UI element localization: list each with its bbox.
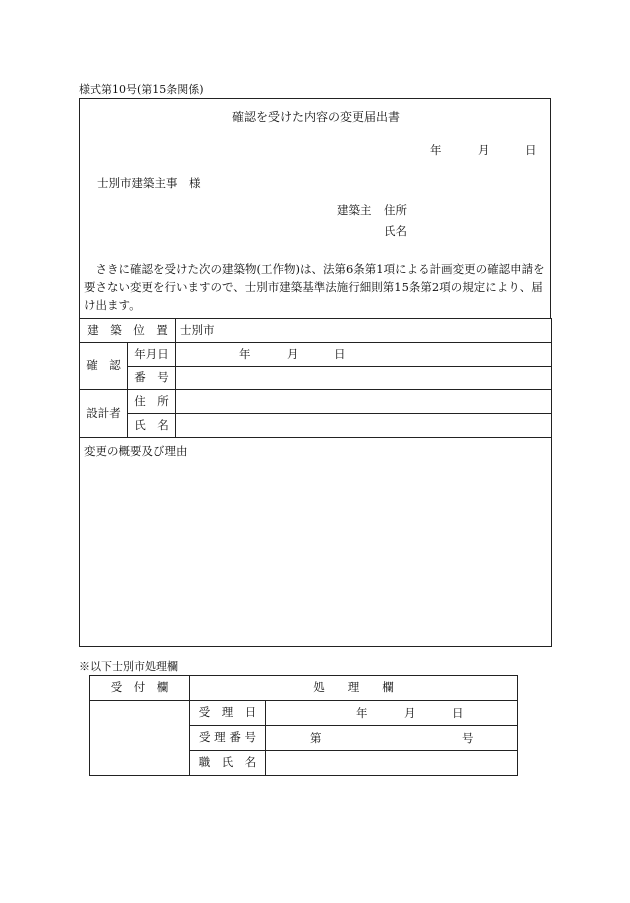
change-reason-label: 変更の概要及び理由 (84, 444, 188, 458)
processing-label: 処 理 欄 (190, 676, 518, 701)
designer-label: 設計者 (80, 390, 128, 438)
reception-stamp-area[interactable] (90, 701, 190, 776)
body-text: さきに確認を受けた次の建築物(工作物)は、法第6条第1項による計画変更の確認申請を要さない変更を行いますので、士別市建築基準法施行細則第15条第2項の規定により、届け出ます。 (84, 262, 545, 312)
confirmation-date-field[interactable] (176, 343, 552, 367)
process-date-year: 年 (356, 706, 368, 720)
confirmation-date-year: 年 (239, 347, 251, 361)
details-table (79, 318, 552, 647)
confirmation-number-label: 番 号 (128, 367, 176, 390)
reception-label: 受 付 欄 (90, 676, 190, 701)
process-date-day: 日 (452, 706, 464, 720)
receipt-number-field[interactable] (266, 726, 518, 751)
office-use-heading: ※以下士別市処理欄 (79, 660, 178, 673)
receipt-number-label: 受 理 番 号 (190, 726, 266, 751)
addressee: 士別市建築主事 様 (97, 176, 201, 190)
receipt-number-prefix: 第 (310, 731, 322, 745)
submission-date-month: 月 (478, 143, 490, 157)
designer-address-label: 住 所 (128, 390, 176, 414)
confirmation-number-field[interactable] (176, 367, 552, 390)
process-date-month: 月 (404, 706, 416, 720)
form-title: 確認を受けた内容の変更届出書 (232, 110, 401, 124)
designer-name-label: 氏 名 (128, 414, 176, 438)
process-date-field[interactable] (266, 701, 518, 726)
applicant-name-label: 氏名 (384, 224, 407, 238)
confirmation-date-month: 月 (287, 347, 299, 361)
submission-date-day: 日 (525, 143, 537, 157)
applicant-address-label: 住所 (384, 203, 407, 217)
confirmation-label: 確 認 (80, 343, 128, 390)
process-date-label: 受 理 日 (190, 701, 266, 726)
staff-name-field[interactable] (266, 751, 518, 776)
form-number: 様式第10号(第15条関係) (79, 83, 204, 96)
designer-name-field[interactable] (176, 414, 552, 438)
location-field[interactable]: 士別市 (176, 319, 552, 343)
confirmation-date-day: 日 (334, 347, 346, 361)
designer-address-field[interactable] (176, 390, 552, 414)
office-use-table (89, 675, 518, 776)
applicant-label: 建築主 (337, 203, 372, 217)
staff-name-label: 職 氏 名 (190, 751, 266, 776)
location-label: 建 築 位 置 (80, 319, 176, 343)
change-reason-field[interactable] (80, 438, 552, 647)
receipt-number-suffix: 号 (462, 731, 474, 745)
confirmation-date-label: 年月日 (128, 343, 176, 367)
submission-date-year: 年 (430, 143, 442, 157)
